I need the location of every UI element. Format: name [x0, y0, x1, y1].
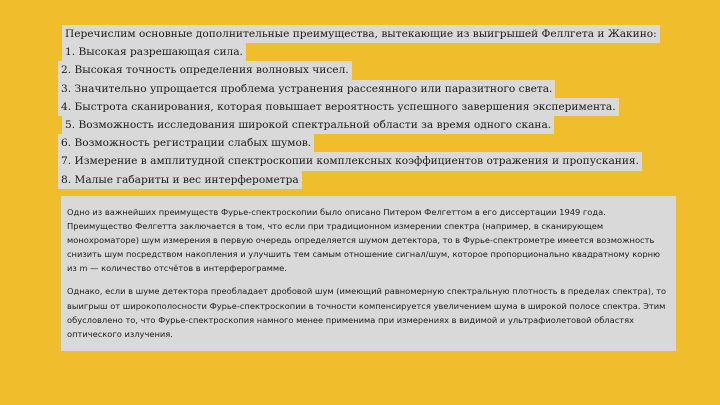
- description-paragraph-2: Однако, если в шуме детектора преобладает дробовой шум (имеющий равномерную спектральную плотность в пределах спектра), то выигрыш от широкополосности Фурье-спектроскопии в точности компенсируется увеличением шума в широкой полосе спектра. Этим обусловлено то, что Фурье-спектроскопия намного менее применима при измерениях в видимой и ультрафиолетовой областях оптического излучения.: [67, 286, 667, 339]
- list-item: 4. Быстрота сканирования, которая повышает вероятность успешного завершения эксперимента.: [58, 98, 619, 116]
- description-box: [61, 196, 676, 351]
- list-item: 8. Малые габариты и вес интерферометра: [58, 171, 302, 189]
- list-item: 1. Высокая разрешающая сила.: [62, 43, 246, 61]
- list-item: 2. Высокая точность определения волновых чисел.: [58, 61, 352, 79]
- description-paragraph-1: Одно из важнейших преимуществ Фурье-спектроскопии было описано Питером Фелгеттом в его диссертации 1949 года. Преимущество Фелгетта заключается в том, что если при традиционном измерении спектра (например, в сканирующем монохроматоре) шум измерения в первую очередь определяется шумом детектора, то в Фурье-спектрометре имеется возможность снизить шум посредством накопления и улучшить тем самым отношение сигнал/шум, которое пропорционально квадратному корню из m — количество отсчётов в интерферограмме.: [67, 207, 660, 274]
- advantages-heading: Перечислим основные дополнительные преимущества, вытекающие из выигрышей Феллгета и Жакино:: [62, 25, 660, 43]
- list-item: 6. Возможность регистрации слабых шумов.: [58, 134, 314, 152]
- advantages-list: [58, 25, 660, 189]
- list-item: 3. Значительно упрощается проблема устранения рассеянного или паразитного света.: [58, 80, 555, 98]
- list-item: 7. Измерение в амплитудной спектроскопии комплексных коэффициентов отражения и пропускания.: [58, 152, 642, 170]
- list-item: 5. Возможность исследования широкой спектральной области за время одного скана.: [62, 116, 554, 134]
